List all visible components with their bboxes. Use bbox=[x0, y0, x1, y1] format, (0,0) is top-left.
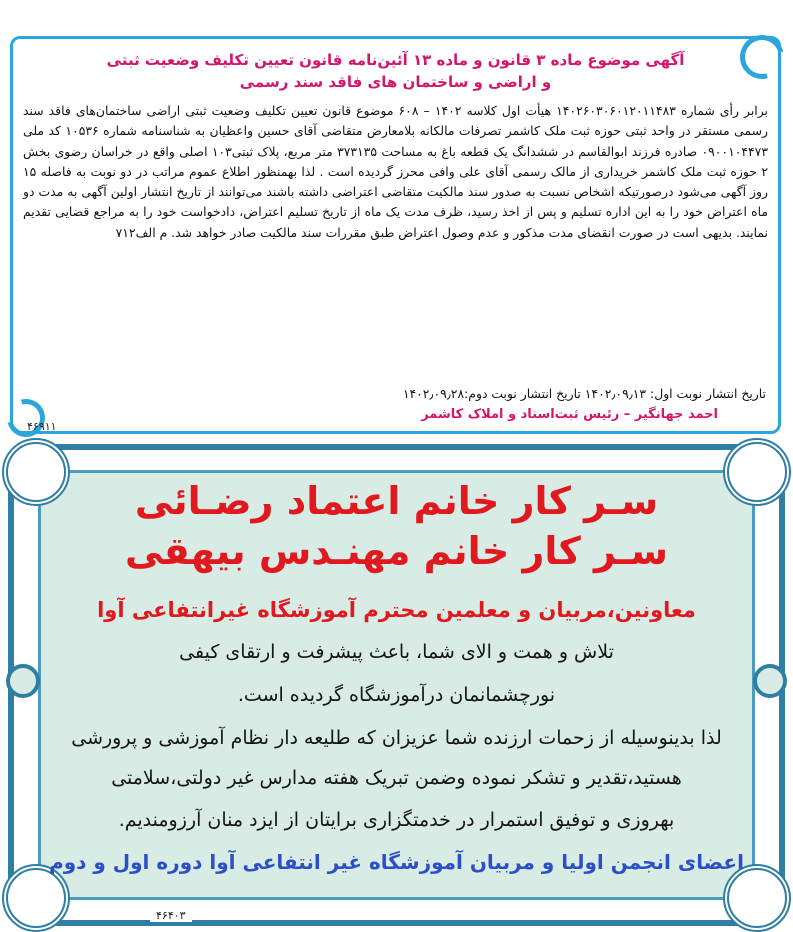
swirl-ornament-icon bbox=[732, 27, 792, 87]
ad-code: ۴۶۴۰۳ bbox=[150, 909, 192, 922]
ad-text-line: هستید،تقدیر و تشکر نموده وضمن تبریک هفته مدارس غیر دولتی،سلامتی bbox=[111, 767, 682, 789]
notice-body: برابر رأی شماره ۱۴۰۲۶۰۳۰۶۰۱۲۰۱۱۴۸۳ هیأت اول کلاسه ۱۴۰۲ – ۶۰۸ موضوع قانون تعیین تکلیف وضعیت ثبتی اراضی ساختمان‌های فاقد سند رسمی مستقر در واحد ثبتی حوزه ثبت ملک کاشمر تصرفات مالکانه بلامعارض متقاضی آقای حسین واعظیان به شناسنامه شماره ۱۰۵۳۶ کد ملی ۰۹۰۰۱۰۴۴۷۳ صادره فرزند ابوالقاسم در ششدانگ یک قطعه باغ به مساحت ۳۷۳۱۳۵ متر مربع، پلاک ثبتی۱۰۳ اصلی واقع در خراسان رضوی بخش ۲ حوزه ثبت ملک کاشمر خریداری از مالک رسمی آقای علی وافی محرز گردیده است . لذا بهمنظور اطلاع عموم مراتب در دو نوبت به فاصله ۱۵ روز آگهی می‌شود درصورتیکه اشخاص نسبت به صدور سند مالکیت متقاضی اعتراضی داشته باشند می‌توانند از تاریخ انتشار اولین آگهی به مدت دو ماه اعتراض خود را به این اداره تسلیم و پس از اخذ رسید، ظرف مدت یک ماه از تاریخ تسلیم اعتراض، دادخواست خود را به مراجع قضایی تقدیم نمایند. بدیهی است در صورت انقضای مدت مذکور و عدم وصول اعتراض طبق مقررات سند مالکیت صادر خواهد شد. م الف۷۱۲ bbox=[23, 103, 769, 240]
honoree-name-2: سـر کار خانم مهنـدس بیهقی bbox=[124, 529, 669, 573]
ad-text-line: نورچشمانمان درآموزشگاه گردیده است. bbox=[237, 684, 556, 706]
ad-subtitle: معاونین،مربیان و معلمین محترم آموزشگاه غیرانتفاعی آوا bbox=[97, 598, 696, 622]
side-ornament-icon bbox=[6, 664, 40, 698]
notice-publication-dates: تاریخ انتشار نوبت اول: ۱۴۰۲٫۰۹٫۱۳ تاریخ انتشار نوبت دوم:۱۴۰۲٫۰۹٫۲۸ bbox=[402, 386, 766, 401]
notice-code: ۴۶۹۱۱ bbox=[27, 420, 57, 433]
notice-signature: احمد جهانگیر – رئیس ثبت‌اسناد و املاک کاشمر bbox=[421, 407, 718, 422]
side-ornament-icon bbox=[753, 664, 787, 698]
ad-text-line: تلاش و همت و الای شما، باعث پیشرفت و ارتقای کیفی bbox=[179, 641, 614, 663]
ad-text-line: بهروزی و توفیق استمرار در خدمتگزاری برایتان از ایزد منان آرزومندیم. bbox=[118, 809, 675, 831]
notice-title bbox=[53, 49, 738, 93]
notice-title-line2: و اراضی و ساختمان های فاقد سند رسمی bbox=[239, 73, 552, 91]
congratulation-ad bbox=[8, 444, 785, 926]
registration-notice bbox=[10, 36, 781, 434]
notice-title-line1: آگهی موضوع ماده ۳ قانون و ماده ۱۳ آئین‌نامه قانون تعیین تکلیف وضعیت ثبتی bbox=[106, 51, 685, 69]
ad-signature: اعضای انجمن اولیا و مربیان آموزشگاه غیر انتفاعی آوا دوره اول و دوم bbox=[49, 850, 744, 874]
ad-text-line: لذا بدینوسیله از زحمات ارزنده شما عزیزان که طلیعه دار نظام آموزشی و پرورشی bbox=[71, 727, 722, 749]
honoree-name-1: سـر کار خانم اعتماد رضـائی bbox=[134, 479, 659, 523]
